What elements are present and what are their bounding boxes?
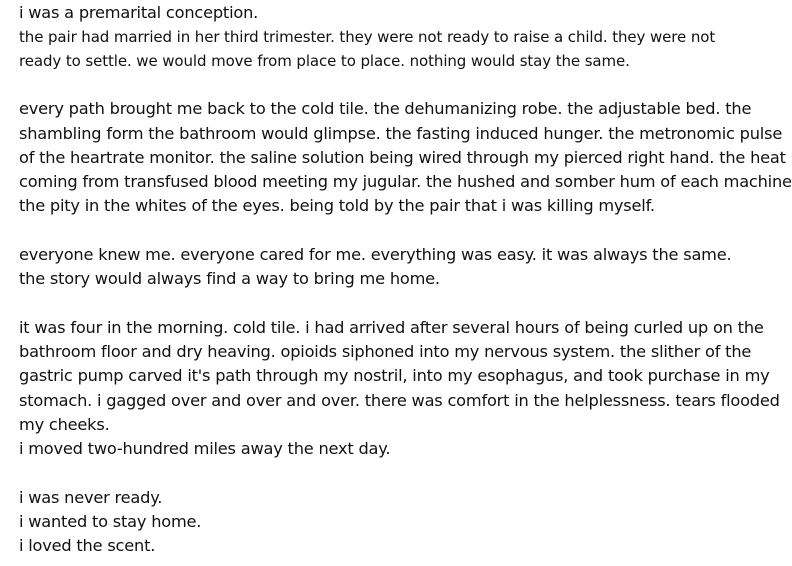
- text-line: i moved two-hundred miles away the next day.: [19, 439, 391, 458]
- text-line: i loved the scent.: [19, 536, 156, 555]
- text-line: of the heartrate monitor. the saline solution being wired through my pierced right hand. the heat: [19, 148, 786, 167]
- text-line: i was never ready.: [19, 488, 163, 507]
- text-line: ready to settle. we would move from place to place. nothing would stay the same.: [19, 52, 630, 70]
- text-line: the story would always find a way to bring me home.: [19, 269, 440, 288]
- text-line: stomach. i gagged over and over and over. there was comfort in the helplessness. tears flooded: [19, 391, 780, 410]
- text-line: my cheeks.: [19, 415, 110, 434]
- text-line: bathroom floor and dry heaving. opioids siphoned into my nervous system. the slither of the: [19, 342, 752, 361]
- text-line: the pair had married in her third trimester. they were not ready to raise a child. they were not: [19, 28, 716, 46]
- text-line: everyone knew me. everyone cared for me. everything was easy. it was always the same.: [19, 245, 732, 264]
- text-line: the pity in the whites of the eyes. being told by the pair that i was killing myself.: [19, 196, 655, 215]
- text-line: it was four in the morning. cold tile. i had arrived after several hours of being curled up on the: [19, 318, 764, 337]
- text-line: every path brought me back to the cold tile. the dehumanizing robe. the adjustable bed. the: [19, 99, 752, 118]
- text-line: gastric pump carved it's path through my nostril, into my esophagus, and took purchase in my: [19, 366, 770, 385]
- text-line: i wanted to stay home.: [19, 512, 202, 531]
- text-line: coming from transfused blood meeting my jugular. the hushed and somber hum of each machine: [19, 172, 792, 191]
- text-line: i was a premarital conception.: [19, 3, 259, 22]
- text-line: shambling form the bathroom would glimpse. the fasting induced hunger. the metronomic pulse: [19, 124, 783, 143]
